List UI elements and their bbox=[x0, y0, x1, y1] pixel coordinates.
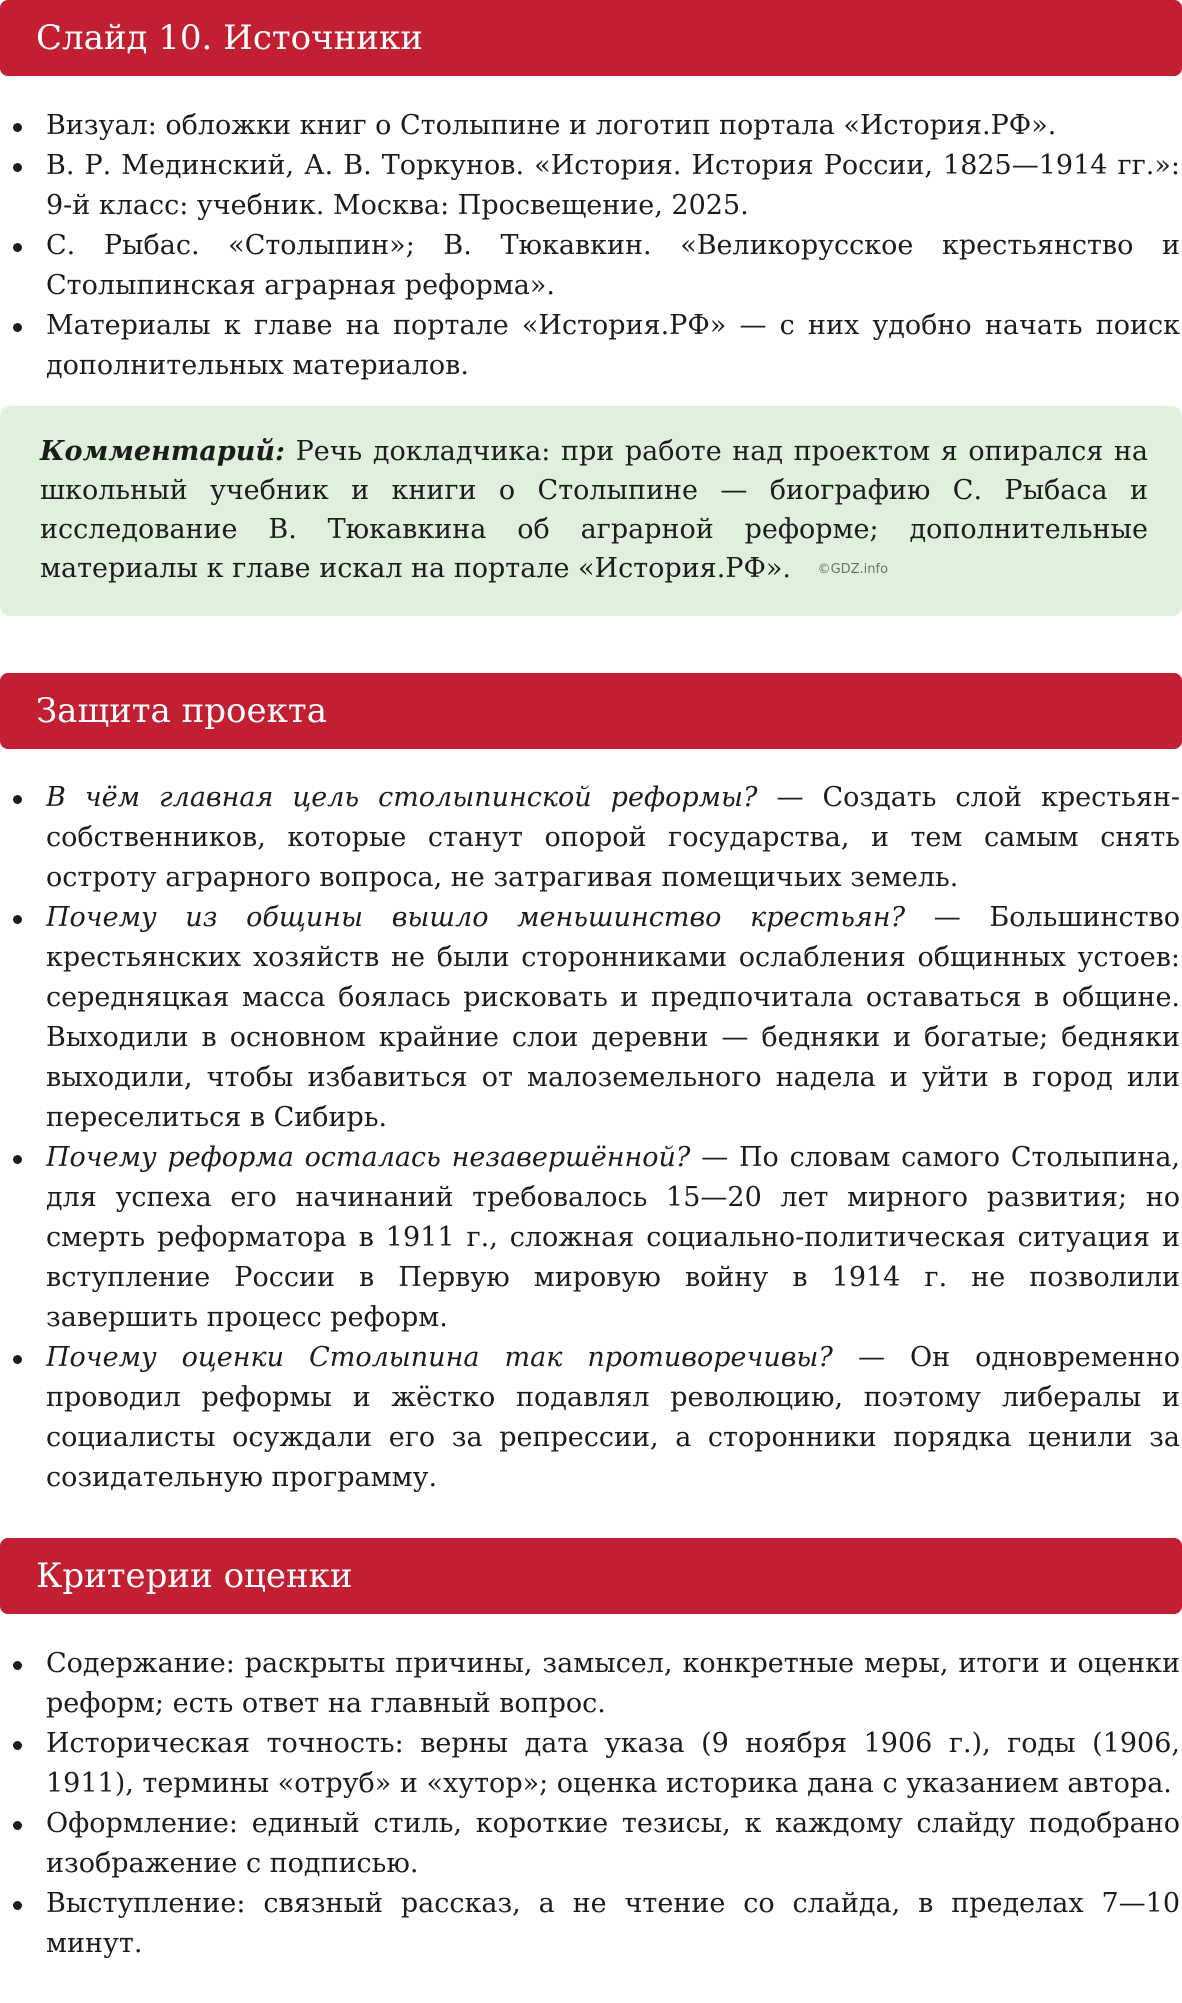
watermark: ©GDZ.info bbox=[817, 562, 889, 577]
comment-box bbox=[0, 406, 1182, 616]
bullet-icon bbox=[10, 1138, 34, 1178]
bullet-icon bbox=[10, 1724, 34, 1764]
sources-header bbox=[0, 0, 1182, 76]
defense-header bbox=[0, 673, 1182, 749]
defense-list bbox=[10, 778, 1180, 1498]
question-text: Почему оценки Столыпина так противоречивы? bbox=[46, 1342, 833, 1373]
question-text: В чём главная цель столыпинской реформы? bbox=[46, 782, 758, 813]
source-text: Визуал: обложки книг о Столыпине и логотип портала «История.РФ». bbox=[46, 110, 1057, 141]
criteria-text: Выступление: связный рассказ, а не чтение со слайда, в пределах 7—10 минут. bbox=[46, 1888, 1180, 1959]
list-item bbox=[10, 106, 1180, 146]
list-item bbox=[10, 306, 1180, 386]
bullet-icon bbox=[10, 306, 34, 346]
answer-text: — Большинство крестьянских хозяйств не были сторонниками ослабления общинных устоев: середняцкая масса боялась рисковать и предпочитала оставаться в общине. Выходили в основном крайние слои деревни — бедняки и богатые; бедняки выходили, чтобы избавиться от малоземельного надела и уйти в город или переселиться в Сибирь. bbox=[46, 902, 1180, 1133]
bullet-icon bbox=[10, 898, 34, 938]
bullet-icon bbox=[10, 778, 34, 818]
list-item bbox=[10, 226, 1180, 306]
bullet-icon bbox=[10, 1644, 34, 1684]
list-item bbox=[10, 1884, 1180, 1964]
criteria-list bbox=[10, 1644, 1180, 1964]
bullet-icon bbox=[10, 1338, 34, 1378]
answer-text: — По словам самого Столыпина, для успеха его начинаний требовалось 15—20 лет мирного развития; но смерть реформатора в 1911 г., сложная социально-политическая ситуация и вступление России в Первую мировую войну в 1914 г. не позволили завершить процесс реформ. bbox=[46, 1142, 1180, 1333]
source-text: Материалы к главе на портале «История.РФ» — с них удобно начать поиск дополнительных материалов. bbox=[46, 310, 1180, 381]
list-item bbox=[10, 1804, 1180, 1884]
question-text: Почему из общины вышло меньшинство крестьян? bbox=[46, 902, 906, 933]
comment-label: Комментарий: bbox=[40, 436, 285, 467]
list-item bbox=[10, 146, 1180, 226]
list-item bbox=[10, 1644, 1180, 1724]
source-text: С. Рыбас. «Столыпин»; В. Тюкавкин. «Великорусское крестьянство и Столыпинская аграрная реформа». bbox=[46, 230, 1180, 301]
sources-list bbox=[10, 106, 1180, 386]
bullet-icon bbox=[10, 1804, 34, 1844]
sources-title: Слайд 10. Источники bbox=[36, 18, 423, 58]
answer-text: — Создать слой крестьян-собственников, которые станут опорой государства, и тем самым снять остроту аграрного вопроса, не затрагивая помещичьих земель. bbox=[46, 782, 1180, 893]
bullet-icon bbox=[10, 106, 34, 146]
list-item bbox=[10, 1338, 1180, 1498]
defense-title: Защита проекта bbox=[36, 691, 327, 731]
criteria-title: Критерии оценки bbox=[36, 1556, 353, 1596]
bullet-icon bbox=[10, 1884, 34, 1924]
question-text: Почему реформа осталась незавершённой? bbox=[46, 1142, 691, 1173]
criteria-text: Содержание: раскрыты причины, замысел, конкретные меры, итоги и оценки реформ; есть ответ на главный вопрос. bbox=[46, 1648, 1180, 1719]
list-item bbox=[10, 1724, 1180, 1804]
source-text: В. Р. Мединский, А. В. Торкунов. «История. История России, 1825—1914 гг.»: 9-й класс: учебник. Москва: Просвещение, 2025. bbox=[46, 150, 1180, 221]
criteria-header bbox=[0, 1538, 1182, 1614]
list-item bbox=[10, 1138, 1180, 1338]
comment-text: Речь докладчика: при работе над проектом я опирался на школьный учебник и книги о Столыпине — биографию С. Рыбаса и исследование В. Тюкавкина об аграрной реформе; дополнительные материалы к главе искал на портале «История.РФ». bbox=[40, 436, 1149, 584]
criteria-text: Историческая точность: верны дата указа (9 ноября 1906 г.), годы (1906, 1911), термины «отруб» и «хутор»; оценка историка дана с указанием автора. bbox=[46, 1728, 1180, 1799]
list-item bbox=[10, 778, 1180, 898]
list-item bbox=[10, 898, 1180, 1138]
bullet-icon bbox=[10, 226, 34, 266]
bullet-icon bbox=[10, 146, 34, 186]
criteria-text: Оформление: единый стиль, короткие тезисы, к каждому слайду подобрано изображение с подписью. bbox=[46, 1808, 1180, 1879]
answer-text: — Он одновременно проводил реформы и жёстко подавлял революцию, поэтому либералы и социалисты осуждали его за репрессии, а сторонники порядка ценили за созидательную программу. bbox=[46, 1342, 1180, 1493]
